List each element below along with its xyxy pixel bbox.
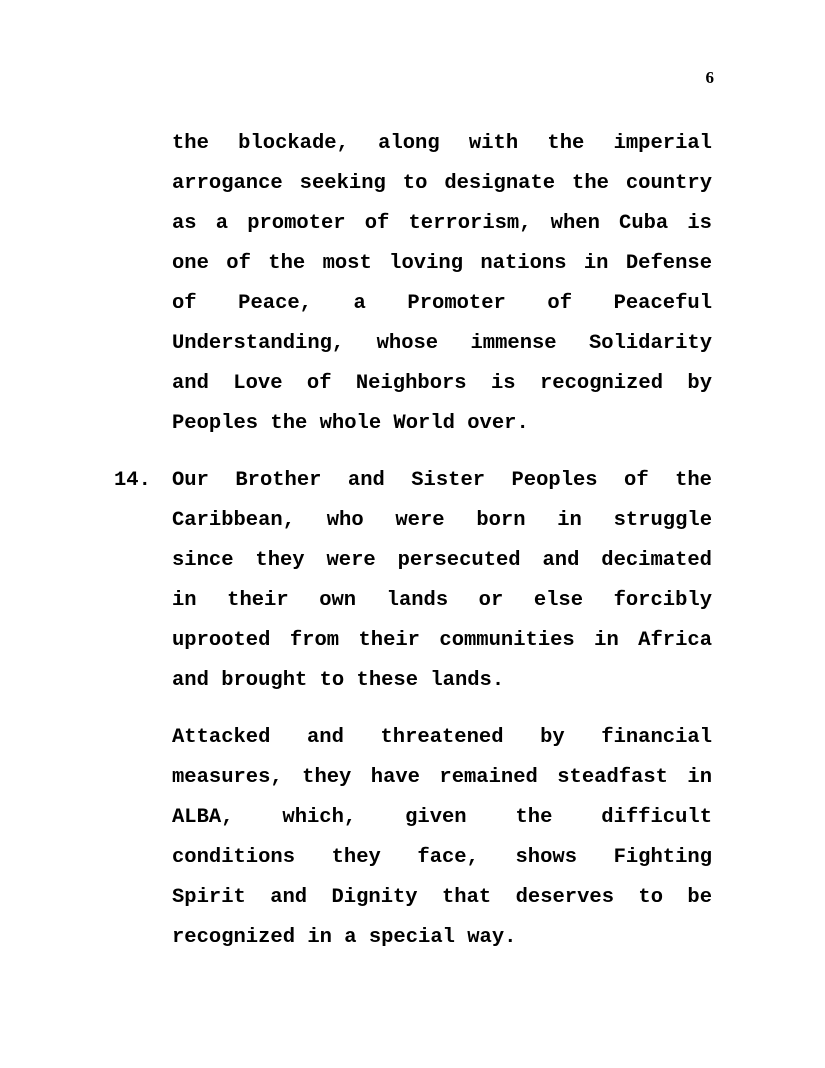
- paragraph-item-14: [172, 461, 712, 701]
- text-line: Attacked and threatened by financial: [172, 726, 712, 749]
- page-number: 6: [705, 68, 714, 87]
- text-line: Our Brother and Sister Peoples of the: [172, 469, 712, 492]
- text-line: recognized in a special way.: [172, 926, 517, 949]
- text-line: Spirit and Dignity that deserves to be: [172, 886, 712, 909]
- text-line: arrogance seeking to designate the country: [172, 172, 712, 195]
- paragraph-continuation: [172, 124, 712, 444]
- text-line: and brought to these lands.: [172, 669, 505, 692]
- text-line: as a promoter of terrorism, when Cuba is: [172, 212, 712, 235]
- text-line: the blockade, along with the imperial: [172, 132, 712, 155]
- item-number-14: 14.: [114, 469, 151, 492]
- text-line: Peoples the whole World over.: [172, 412, 529, 435]
- text-line: in their own lands or else forcibly: [172, 589, 712, 612]
- text-line: uprooted from their communities in Africa: [172, 629, 712, 652]
- text-line: conditions they face, shows Fighting: [172, 846, 712, 869]
- text-line: since they were persecuted and decimated: [172, 549, 712, 572]
- text-line: of Peace, a Promoter of Peaceful: [172, 292, 712, 315]
- text-line: and Love of Neighbors is recognized by: [172, 372, 712, 395]
- text-line: ALBA, which, given the difficult: [172, 806, 712, 829]
- text-line: measures, they have remained steadfast in: [172, 766, 712, 789]
- paragraph-item-14-continued: [172, 718, 712, 958]
- text-line: one of the most loving nations in Defense: [172, 252, 712, 275]
- text-line: Understanding, whose immense Solidarity: [172, 332, 712, 355]
- text-line: Caribbean, who were born in struggle: [172, 509, 712, 532]
